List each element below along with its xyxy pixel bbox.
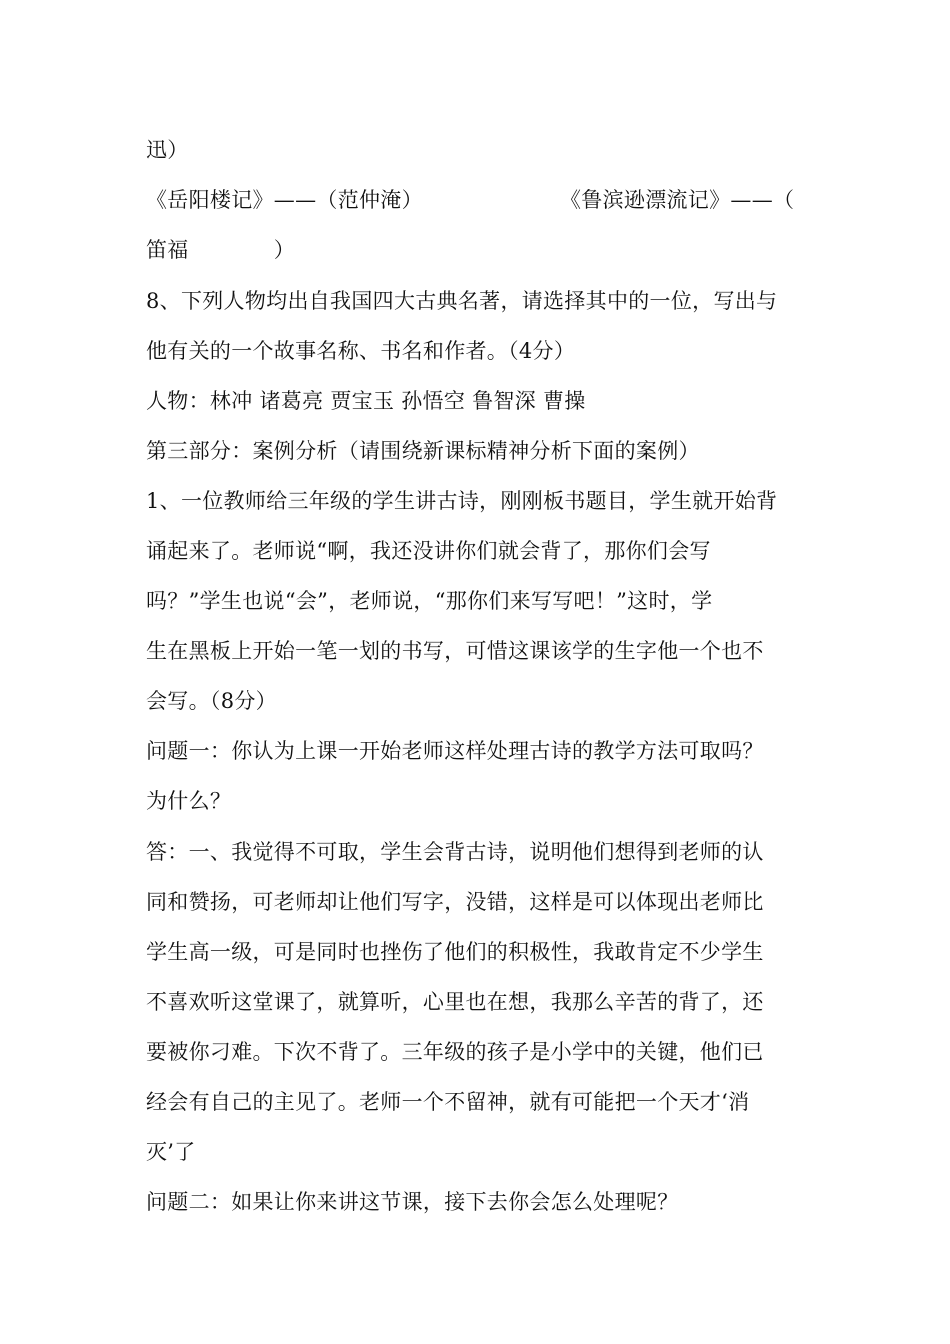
text-line: 《岳阳楼记》——（范仲淹） [146,188,423,212]
text-line: 笛福 ） [146,238,296,262]
question-line: 问题一：你认为上课一开始老师这样处理古诗的教学方法可取吗？ [146,739,764,763]
answer-line: 学生高一级，可是同时也挫伤了他们的积极性，我敢肯定不少学生 [146,940,764,964]
answer-line: 答：一、我觉得不可取，学生会背古诗，说明他们想得到老师的认 [146,840,764,864]
section-heading: 第三部分：案例分析（请围绕新课标精神分析下面的案例） [146,439,700,463]
answer-line: 经会有自己的主见了。老师一个不留神，就有可能把一个天才‘消 [146,1090,750,1114]
answer-line: 要被你刁难。下次不背了。三年级的孩子是小学中的关键，他们已 [146,1040,764,1064]
text-line: 《鲁滨逊漂流记》——（ [560,188,795,212]
answer-line: 灭’了 [146,1140,196,1164]
text-line: 诵起来了。老师说“啊，我还没讲你们就会背了，那你们会写 [146,539,711,563]
answer-line: 不喜欢听这堂课了，就算听，心里也在想，我那么辛苦的背了，还 [146,990,764,1014]
text-line: 8、下列人物均出自我国四大古典名著，请选择其中的一位，写出与 [146,289,778,313]
question-line: 为什么？ [146,789,232,813]
text-line: 生在黑板上开始一笔一划的书写，可惜这课该学的生字他一个也不 [146,639,764,663]
question-line: 问题二：如果让你来讲这节课，接下去你会怎么处理呢？ [146,1190,679,1214]
text-line: 人物：林冲 诸葛亮 贾宝玉 孙悟空 鲁智深 曹操 [146,389,586,413]
text-line: 吗？”学生也说“会”，老师说，“那你们来写写吧！”这时，学 [146,589,713,613]
text-line: 他有关的一个故事名称、书名和作者。（4分） [146,339,576,363]
text-line: 会写。（8分） [146,689,277,713]
text-line: 1、一位教师给三年级的学生讲古诗，刚刚板书题目，学生就开始背 [146,489,778,513]
answer-line: 同和赞扬，可老师却让他们写字，没错，这样是可以体现出老师比 [146,890,764,914]
text-line: 迅） [146,138,189,162]
